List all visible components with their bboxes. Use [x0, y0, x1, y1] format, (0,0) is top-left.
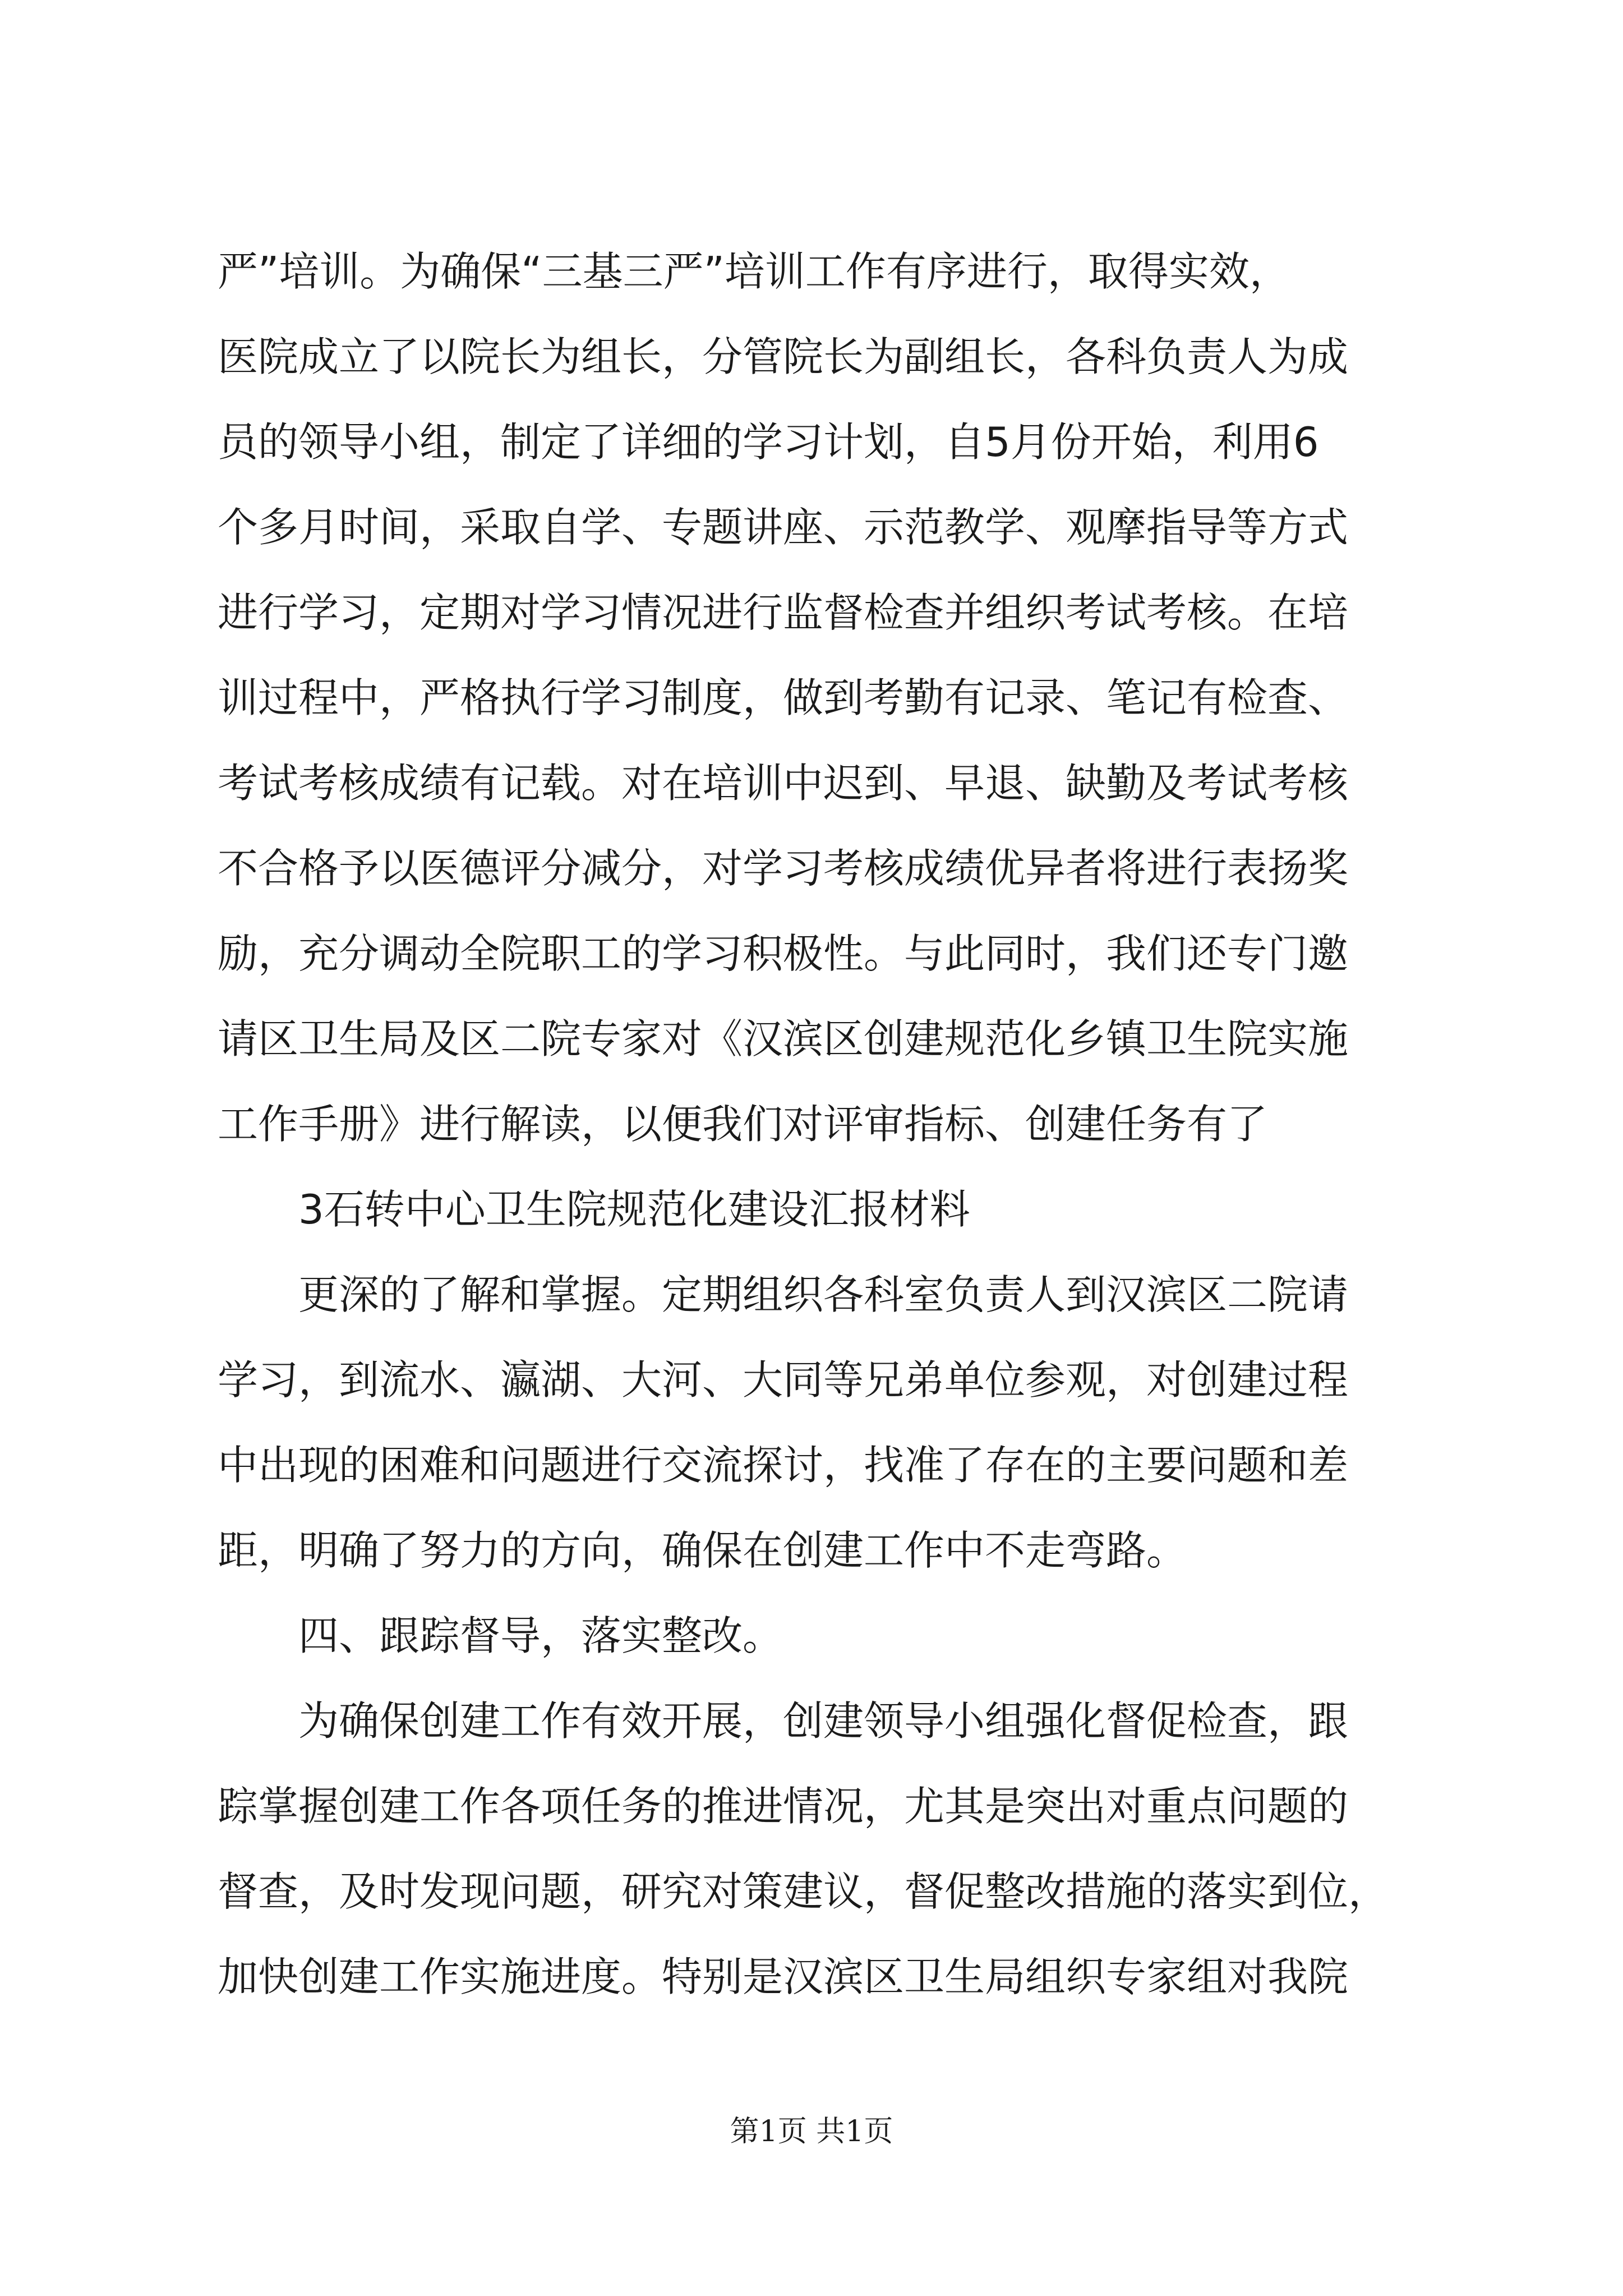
- page-footer: 第1页 共1页: [730, 2115, 893, 2148]
- text-line: 为确保创建工作有效开展，创建领导小组强化督促检查，跟: [298, 1697, 1349, 1745]
- text-line: 中出现的困难和问题进行交流探讨，找准了存在的主要问题和差: [218, 1442, 1349, 1489]
- text-line: 工作手册》进行解读，以便我们对评审指标、创建任务有了: [218, 1101, 1268, 1148]
- text-line: 加快创建工作实施进度。特别是汉滨区卫生局组织专家组对我院: [218, 1953, 1349, 2000]
- document-body: [218, 229, 1429, 2019]
- text-line: 督查，及时发现问题，研究对策建议，督促整改措施的落实到位，: [218, 1868, 1389, 1915]
- text-line: 进行学习，定期对学习情况进行监督检查并组织考试考核。在培: [218, 589, 1349, 636]
- text-line: 不合格予以医德评分减分，对学习考核成绩优异者将进行表扬奖: [218, 845, 1349, 892]
- text-line: 距，明确了努力的方向，确保在创建工作中不走弯路。: [218, 1527, 1187, 1574]
- text-line: 个多月时间，采取自学、专题讲座、示范教学、观摩指导等方式: [218, 504, 1349, 551]
- section-heading: 四、跟踪督导，落实整改。: [298, 1612, 783, 1659]
- text-line: 励，充分调动全院职工的学习积极性。与此同时，我们还专门邀: [218, 930, 1349, 977]
- text-line: 更深的了解和掌握。定期组织各科室负责人到汉滨区二院请: [298, 1271, 1349, 1318]
- text-line: 请区卫生局及区二院专家对《汉滨区创建规范化乡镇卫生院实施: [218, 1015, 1349, 1062]
- text-line: 员的领导小组，制定了详细的学习计划，自5月份开始，利用6: [218, 418, 1319, 466]
- page-header-text: 3石转中心卫生院规范化建设汇报材料: [298, 1186, 970, 1233]
- text-line: 学习，到流水、瀛湖、大河、大同等兄弟单位参观，对创建过程: [218, 1356, 1349, 1404]
- text-line: 考试考核成绩有记载。对在培训中迟到、早退、缺勤及考试考核: [218, 760, 1349, 807]
- text-line: 训过程中，严格执行学习制度，做到考勤有记录、笔记有检查、: [218, 674, 1349, 721]
- text-line: 踪掌握创建工作各项任务的推进情况，尤其是突出对重点问题的: [218, 1783, 1349, 1830]
- text-line: 严”培训。为确保“三基三严”培训工作有序进行，取得实效，: [218, 248, 1290, 295]
- text-line: 医院成立了以院长为组长，分管院长为副组长，各科负责人为成: [218, 333, 1349, 380]
